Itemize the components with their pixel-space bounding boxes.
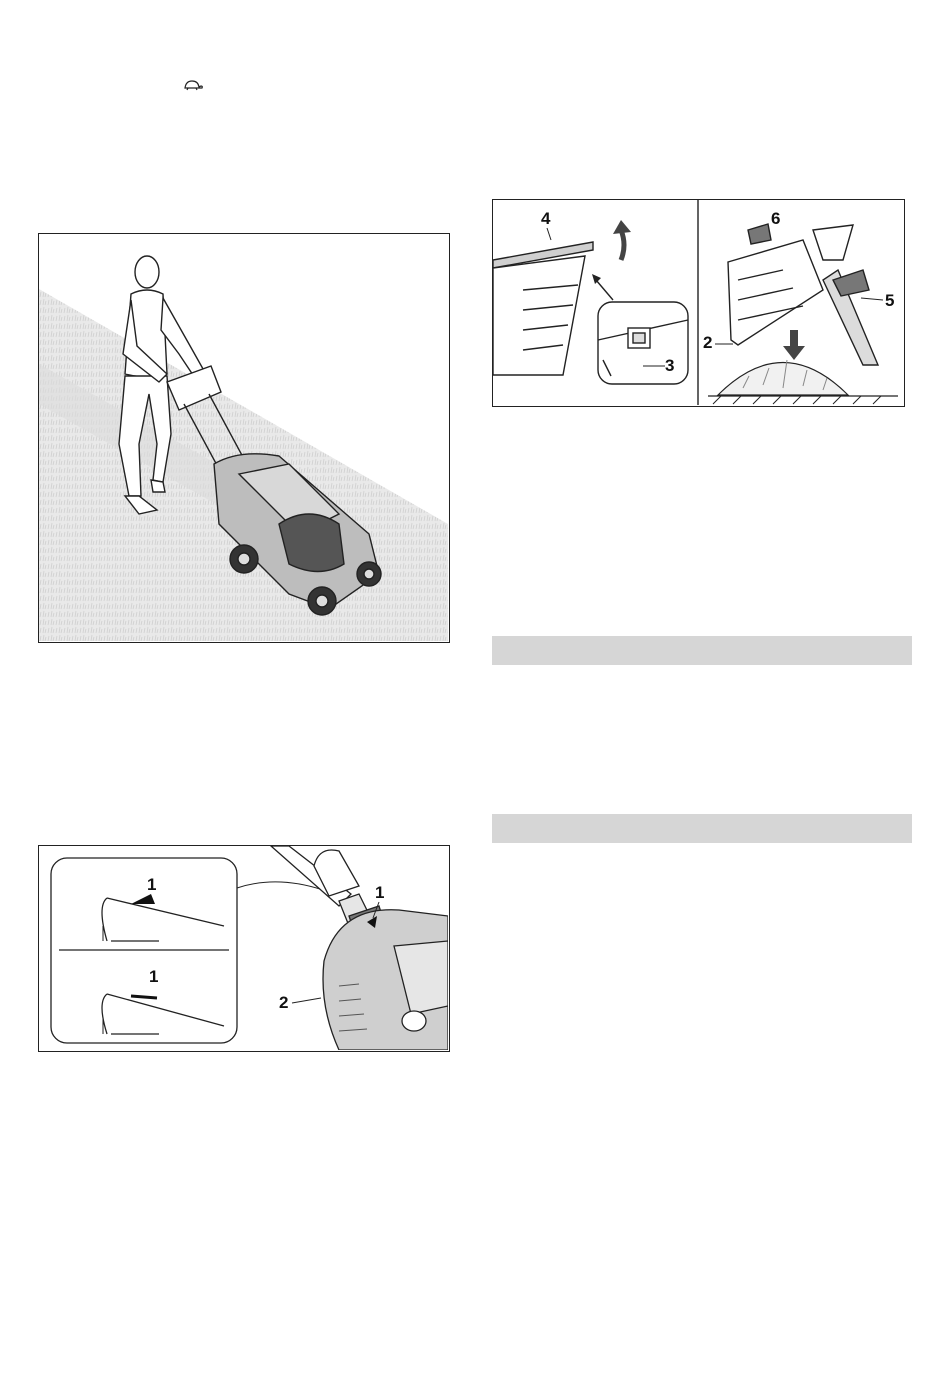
person-mowing-slope-illustration — [39, 234, 448, 641]
callout-5: 5 — [885, 291, 895, 310]
callout-1-right: 1 — [375, 883, 385, 902]
callout-1-empty: 1 — [149, 967, 159, 986]
figure-grass-catcher — [492, 199, 905, 407]
callout-3: 3 — [665, 356, 675, 375]
section-heading-bar-1 — [492, 636, 912, 665]
section-heading-bar-2 — [492, 814, 912, 843]
callout-2: 2 — [703, 333, 713, 352]
callout-1-full: 1 — [147, 875, 157, 894]
figure-fill-indicator — [38, 845, 450, 1052]
callout-2-catcher: 2 — [279, 993, 289, 1012]
turtle-icon — [182, 78, 204, 92]
figure-mowing-slope — [38, 233, 450, 643]
callout-4: 4 — [541, 209, 551, 228]
callout-6: 6 — [771, 209, 781, 228]
